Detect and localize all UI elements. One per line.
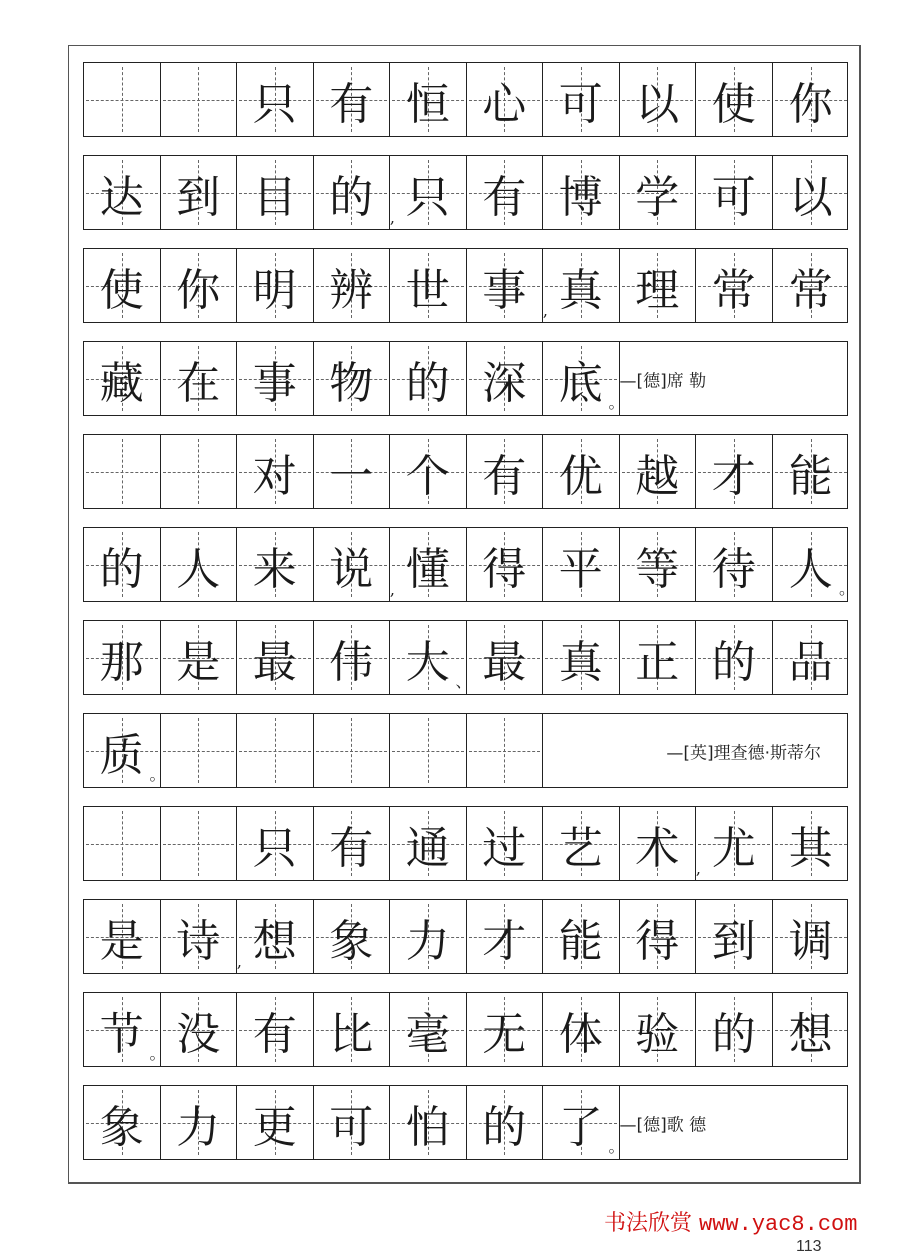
grid-row — [83, 992, 848, 1067]
character: 大 — [405, 636, 450, 688]
grid-cell — [773, 249, 850, 322]
character: 平 — [558, 543, 603, 595]
character: 的 — [482, 1101, 527, 1153]
character: 正 — [635, 636, 680, 688]
character: 深 — [482, 357, 527, 409]
character: 质 — [99, 729, 144, 781]
character: 其 — [788, 822, 833, 874]
grid-cell — [620, 435, 697, 508]
grid-cell — [467, 807, 544, 880]
grid-cell — [84, 900, 161, 973]
character: 得 — [635, 915, 680, 967]
grid-row — [83, 713, 848, 788]
character — [237, 714, 313, 787]
grid-cell — [161, 993, 238, 1066]
grid-cell — [237, 156, 314, 229]
character: 等 — [635, 543, 680, 595]
punctuation: 、 — [455, 672, 472, 691]
watermark — [604, 1206, 857, 1237]
grid-cell — [84, 435, 161, 508]
attribution: —[德]席 勒 — [619, 371, 707, 391]
character — [314, 714, 390, 787]
character: 目 — [252, 171, 297, 223]
character — [467, 714, 543, 787]
watermark-text: 书法欣赏 — [604, 1211, 693, 1236]
punctuation: 。 — [838, 579, 855, 598]
character: 的 — [405, 357, 450, 409]
character: 到 — [711, 915, 756, 967]
character: 只 — [252, 822, 297, 874]
character: 心 — [482, 78, 527, 130]
grid-cell — [237, 900, 314, 973]
grid-cell — [467, 621, 544, 694]
grid-cell — [467, 435, 544, 508]
watermark-url: www.yac8.com — [699, 1212, 858, 1237]
attribution: —[德]歌 德 — [619, 1115, 707, 1135]
character: 事 — [482, 264, 527, 316]
grid-cell — [543, 1086, 625, 1159]
character: 是 — [176, 636, 221, 688]
character: 人 — [176, 543, 221, 595]
punctuation: , — [236, 952, 242, 971]
character: 有 — [482, 171, 527, 223]
grid-cell — [620, 249, 697, 322]
grid-cell — [390, 714, 467, 787]
grid-cell — [696, 993, 773, 1066]
grid-cell — [314, 342, 391, 415]
character: 力 — [405, 915, 450, 967]
grid-cell — [467, 156, 544, 229]
grid-row — [83, 62, 848, 137]
character: 象 — [99, 1101, 144, 1153]
grid-cell — [773, 63, 850, 136]
grid-cell — [467, 714, 544, 787]
character: 术 — [635, 822, 680, 874]
punctuation: 。 — [608, 393, 625, 412]
character: 世 — [405, 264, 450, 316]
grid-cell — [84, 156, 161, 229]
character: 在 — [176, 357, 221, 409]
grid-cell — [390, 807, 467, 880]
grid-cell — [696, 249, 773, 322]
character: 理 — [635, 264, 680, 316]
character: 常 — [711, 264, 756, 316]
grid-cell — [467, 993, 544, 1066]
character: 是 — [99, 915, 144, 967]
character: 只 — [252, 78, 297, 130]
grid-cell — [237, 528, 314, 601]
grid-cell — [696, 528, 773, 601]
grid-cell — [314, 621, 391, 694]
grid-cell — [84, 807, 161, 880]
grid-row — [83, 155, 848, 230]
character: 验 — [635, 1008, 680, 1060]
grid-row — [83, 434, 848, 509]
grid-cell — [390, 1086, 467, 1159]
grid-cell — [390, 900, 467, 973]
character: 有 — [329, 78, 374, 130]
grid-cell — [773, 621, 850, 694]
character: 懂 — [405, 543, 450, 595]
grid-cell — [696, 900, 773, 973]
character: 伟 — [329, 636, 374, 688]
grid-cell — [237, 435, 314, 508]
character — [161, 714, 237, 787]
page-number: 113 — [796, 1238, 822, 1255]
grid-row — [83, 1085, 848, 1160]
character: 调 — [788, 915, 833, 967]
punctuation: 。 — [149, 1044, 166, 1063]
character: 恒 — [405, 78, 450, 130]
character: 个 — [405, 450, 450, 502]
grid-cell — [237, 249, 314, 322]
character: 怕 — [405, 1101, 450, 1153]
character — [84, 435, 160, 508]
grid-row — [83, 899, 848, 974]
character: 越 — [635, 450, 680, 502]
grid-cell — [314, 156, 395, 229]
grid-cell — [467, 249, 548, 322]
grid-cell — [773, 807, 850, 880]
grid-cell — [237, 807, 314, 880]
grid-cell — [543, 63, 620, 136]
grid-row — [83, 527, 855, 602]
grid-cell — [314, 528, 395, 601]
character: 你 — [176, 264, 221, 316]
attribution-cell — [620, 1086, 848, 1159]
grid-cell — [696, 621, 773, 694]
character: 没 — [176, 1008, 221, 1060]
grid-cell — [84, 63, 161, 136]
character: 最 — [252, 636, 297, 688]
grid-cell — [467, 63, 544, 136]
grid-cell — [161, 435, 238, 508]
character: 有 — [252, 1008, 297, 1060]
grid-cell — [390, 342, 467, 415]
character: 待 — [711, 543, 756, 595]
grid-cell — [314, 435, 391, 508]
grid-cell — [620, 900, 697, 973]
character: 节 — [99, 1008, 144, 1060]
character: 有 — [329, 822, 374, 874]
character: 达 — [99, 171, 144, 223]
character: 更 — [252, 1101, 297, 1153]
character: 只 — [405, 171, 450, 223]
character: 尤 — [711, 822, 756, 874]
character: 博 — [558, 171, 603, 223]
grid-cell — [161, 900, 242, 973]
grid-cell — [161, 63, 238, 136]
punctuation: , — [695, 859, 701, 878]
character: 事 — [252, 357, 297, 409]
grid-cell — [390, 156, 467, 229]
grid-cell — [237, 1086, 314, 1159]
character: 常 — [788, 264, 833, 316]
character: 来 — [252, 543, 297, 595]
grid-cell — [696, 63, 773, 136]
character: 以 — [635, 78, 680, 130]
character: 以 — [788, 171, 833, 223]
grid-cell — [161, 249, 238, 322]
grid-cell — [237, 621, 314, 694]
grid-cell — [314, 993, 391, 1066]
character: 想 — [788, 1008, 833, 1060]
attribution: —[英]理查德·斯蒂尔 — [666, 743, 821, 763]
grid-cell — [84, 528, 161, 601]
punctuation: 。 — [149, 765, 166, 784]
character: 真 — [558, 264, 603, 316]
grid-cell — [543, 993, 620, 1066]
character: 有 — [482, 450, 527, 502]
grid-cell — [84, 1086, 161, 1159]
grid-cell — [84, 342, 161, 415]
character: 能 — [558, 915, 603, 967]
character: 一 — [329, 450, 374, 502]
grid-cell — [620, 807, 701, 880]
grid-row — [83, 620, 848, 695]
character: 了 — [558, 1101, 603, 1153]
grid-cell — [314, 1086, 391, 1159]
grid-cell — [543, 249, 620, 322]
character — [161, 435, 237, 508]
character: 的 — [711, 1008, 756, 1060]
grid-row — [83, 806, 848, 881]
character — [161, 63, 237, 136]
grid-cell — [543, 807, 620, 880]
character: 使 — [99, 264, 144, 316]
character: 得 — [482, 543, 527, 595]
punctuation: , — [389, 580, 395, 599]
grid-cell — [237, 63, 314, 136]
grid-cell — [314, 714, 391, 787]
character — [161, 807, 237, 880]
punctuation: , — [542, 301, 548, 320]
character: 艺 — [558, 822, 603, 874]
attribution-cell — [620, 342, 848, 415]
grid-cell — [84, 993, 166, 1066]
grid-cell — [390, 621, 472, 694]
character: 物 — [329, 357, 374, 409]
character: 诗 — [176, 915, 221, 967]
grid-cell — [620, 528, 697, 601]
grid-cell — [390, 528, 467, 601]
character: 的 — [329, 171, 374, 223]
character: 人 — [788, 543, 833, 595]
character: 真 — [558, 636, 603, 688]
grid-cell — [773, 993, 850, 1066]
character: 你 — [788, 78, 833, 130]
character: 可 — [711, 171, 756, 223]
grid-cell — [161, 342, 238, 415]
character: 的 — [711, 636, 756, 688]
grid-row — [83, 248, 848, 323]
grid-cell — [620, 63, 697, 136]
grid-cell — [467, 528, 544, 601]
grid-cell — [467, 1086, 544, 1159]
grid-cell — [84, 249, 161, 322]
character: 优 — [558, 450, 603, 502]
grid-cell — [696, 807, 773, 880]
character: 比 — [329, 1008, 374, 1060]
character — [84, 807, 160, 880]
grid-cell — [161, 1086, 238, 1159]
grid-cell — [773, 156, 850, 229]
grid-cell — [314, 249, 391, 322]
character: 可 — [329, 1101, 374, 1153]
grid-cell — [467, 900, 544, 973]
character: 的 — [99, 543, 144, 595]
grid-cell — [237, 342, 314, 415]
grid-cell — [390, 435, 467, 508]
character: 象 — [329, 915, 374, 967]
character — [84, 63, 160, 136]
character: 辨 — [329, 264, 374, 316]
grid-cell — [543, 528, 620, 601]
grid-cell — [161, 528, 238, 601]
grid-cell — [467, 342, 544, 415]
grid-cell — [543, 156, 620, 229]
grid-cell — [161, 807, 238, 880]
character: 藏 — [99, 357, 144, 409]
grid-cell — [543, 621, 620, 694]
grid-cell — [543, 435, 620, 508]
character: 最 — [482, 636, 527, 688]
character: 那 — [99, 636, 144, 688]
attribution-cell — [543, 714, 847, 787]
character: 品 — [788, 636, 833, 688]
grid-cell — [543, 342, 625, 415]
grid-cell — [620, 993, 697, 1066]
punctuation: , — [389, 208, 395, 227]
character: 能 — [788, 450, 833, 502]
character: 才 — [711, 450, 756, 502]
grid-cell — [314, 63, 391, 136]
character: 体 — [558, 1008, 603, 1060]
grid-cell — [237, 993, 314, 1066]
grid-cell — [620, 621, 697, 694]
grid-cell — [620, 156, 697, 229]
character: 才 — [482, 915, 527, 967]
grid-cell — [314, 807, 391, 880]
character: 使 — [711, 78, 756, 130]
character: 无 — [482, 1008, 527, 1060]
punctuation: 。 — [608, 1137, 625, 1156]
grid-cell — [161, 714, 238, 787]
grid-cell — [390, 63, 467, 136]
grid-cell — [314, 900, 391, 973]
character: 过 — [482, 822, 527, 874]
grid-cell — [161, 621, 238, 694]
character: 通 — [405, 822, 450, 874]
grid-cell — [84, 621, 161, 694]
character: 说 — [329, 543, 374, 595]
character: 毫 — [405, 1008, 450, 1060]
grid-row — [83, 341, 848, 416]
grid-cell — [390, 993, 467, 1066]
character: 底 — [558, 357, 603, 409]
character: 力 — [176, 1101, 221, 1153]
grid-cell — [84, 714, 166, 787]
character — [390, 714, 466, 787]
character: 明 — [252, 264, 297, 316]
character: 想 — [252, 915, 297, 967]
grid-cell — [237, 714, 314, 787]
grid-cell — [161, 156, 238, 229]
grid-cell — [543, 900, 620, 973]
grid-cell — [696, 156, 773, 229]
character: 对 — [252, 450, 297, 502]
character: 学 — [635, 171, 680, 223]
grid-cell — [390, 249, 467, 322]
character: 到 — [176, 171, 221, 223]
grid-cell — [773, 435, 850, 508]
grid-cell — [773, 528, 855, 601]
grid-cell — [696, 435, 773, 508]
grid-cell — [773, 900, 850, 973]
character: 可 — [558, 78, 603, 130]
